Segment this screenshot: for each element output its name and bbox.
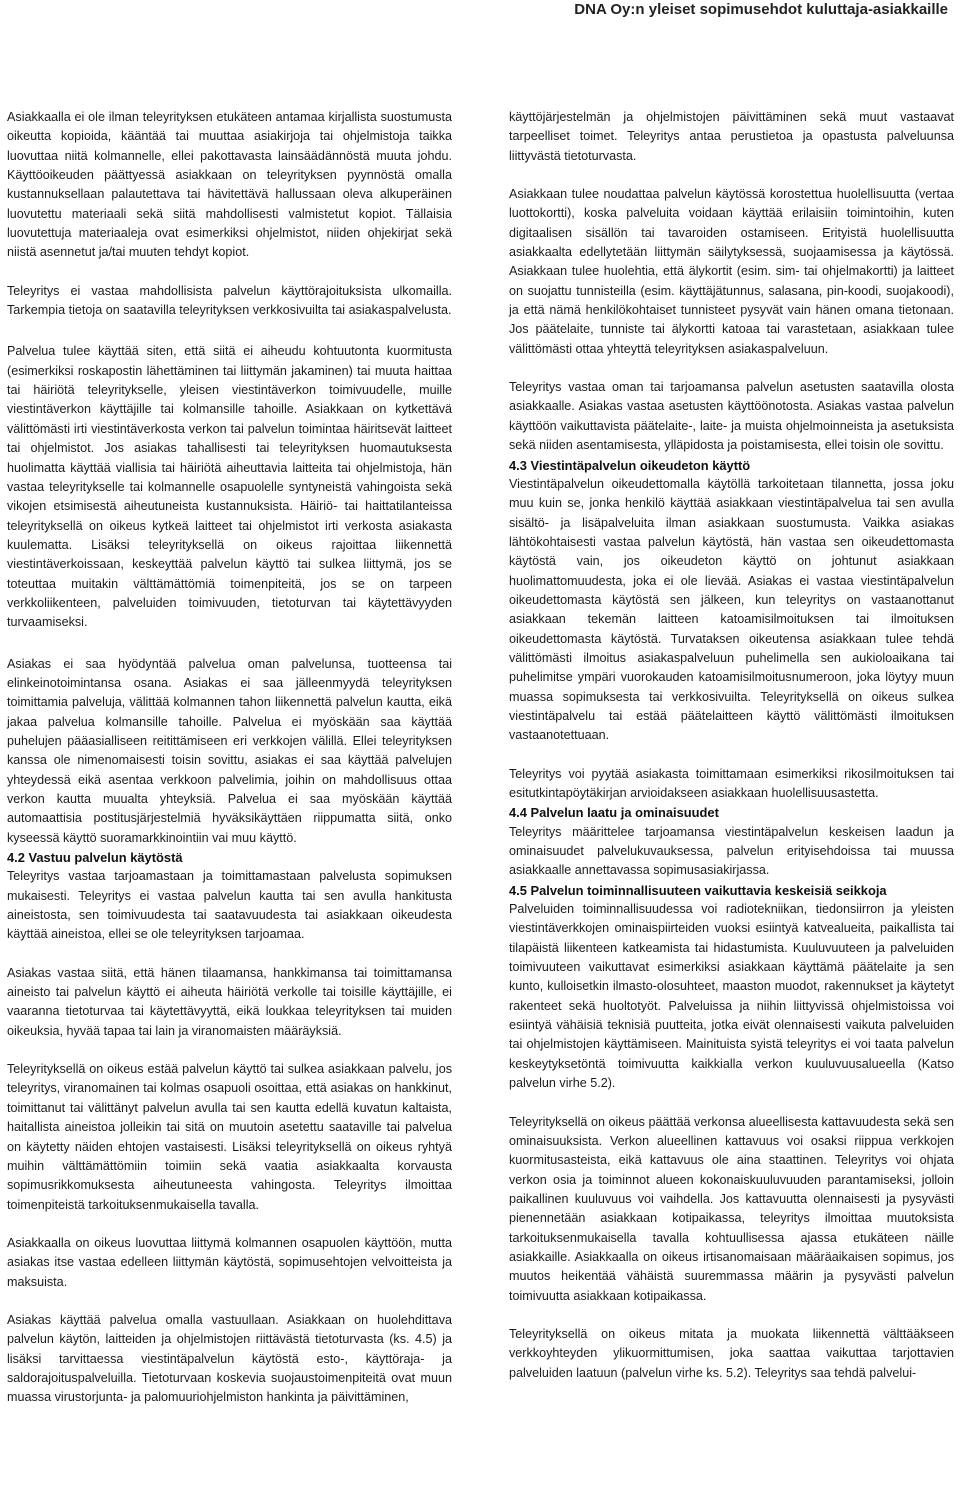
paragraph: käyttöjärjestelmän ja ohjelmistojen päivittäminen sekä muut vastaavat tarpeelliset toimet. Teleyritys antaa perustietoa ja opastusta palveluunsa liittyvästä tietoturvasta. bbox=[509, 110, 954, 163]
paragraph: Teleyritys voi pyytää asiakasta toimittamaan esimerkiksi rikosilmoituksen tai esitutkintapöytäkirjan arvioidakseen asiakkaan huolellisuusastetta. bbox=[509, 766, 954, 800]
paragraph: Teleyritys vastaa tarjoamastaan ja toimittamastaan palvelusta sopimuksen mukaisesti. Teleyritys ei vastaa palvelun kautta tai sen avulla hankitusta aineistosta, sen toimivuudesta tai saatavuudesta tai asiakkaan oikeudesta käyttää aineistoa, ellei se ole teleyrityksen tarjoamaa. bbox=[7, 869, 452, 942]
paragraph: Teleyrityksellä on oikeus päättää verkonsa alueellisesta kattavuudesta sekä sen ominaisuuksista. Verkon alueellinen kattavuus voi osaksi riippua verkkojen kuormitusasteista, eikä kattavuus ole aina staattinen. Teleyritys voi ohjata verkon osia ja toiminnot alueen kokonaiskuuluvuuden parantamiseksi, jolloin paikallinen kuuluvuus voi vaihdella. Jos kattavuutta olennaisesti ja pysyvästi pienennetään asiakkaan kotipaikassa, teleyritys ilmoittaa muutoksista tarkoituksenmukaisella tavalla kohtuullisessa ajassa etukäteen näille asiakkaille. Asiakkaalla on oikeus irtisanomaisaan määräaikaisen sopimus, jos muutos heikentää vähäistä suuremmassa määrin ja pysyvästi palvelun toimivuutta asiakkaan kotipaikassa. bbox=[509, 1114, 954, 1303]
page-header bbox=[0, 0, 960, 20]
paragraph: Teleyritys vastaa oman tai tarjoamansa palvelun asetusten saatavilla olosta asiakkaalle. Asiakas vastaa asetusten käyttöönotosta. Asiakas vastaa palvelun käyttöön vaikuttavista päätelaite-, laite- ja muista ohjelmoinneista ja asetuksista sekä niiden asentamisesta, ylläpidosta ja poistamisesta, ellei toisin ole sovittu. bbox=[509, 380, 954, 453]
paragraph: Palveluiden toiminnallisuudessa voi radiotekniikan, tiedonsiirron ja yleisten viestintäverkkojen ominaispiirteiden vuoksi esiintyä katvealueita, paikallista tai tilapäistä liikenteen katkeamista tai hidastumista. Kuuluvuuteen ja palveluiden toimivuuteen vaikuttavat esimerkiksi asiakkaan käyttämä päätelaite ja sen kunto, kulloisetkin ilmasto-olosuhteet, maaston muodot, rakennukset ja käytetyt rakenteet sekä huoltotyöt. Palveluissa ja niihin liittyvissä ohjelmistoissa voi esiintyä vähäisiä teknisiä puutteita, jotka eivät olennaisesti vaikuta palveluiden tai ohjelmistojen käyttämiseen. Mainituista syistä teleyritys ei voi taata palvelun keskeytyksetöntä toimivuutta kaikkialla verkon kuuluvuusalueella (Katso palvelun virhe 5.2). bbox=[509, 902, 954, 1091]
paragraph: Asiakkaalla on oikeus luovuttaa liittymä kolmannen osapuolen käyttöön, mutta asiakas itse vastaa edelleen liittymän käytöstä, sopimusehtojen velvoitteista ja maksuista. bbox=[7, 1235, 452, 1289]
paragraph: Viestintäpalvelun oikeudettomalla käytöllä tarkoitetaan tilannetta, jossa joku muu kuin se, jonka henkilö käyttää asiakkaan viestintäpalvelua tai sen avulla sisältö- ja lisäpalveluita ilman asiakkaan suostumusta. Vaikka asiakas lähtökohtaisesti vastaa palvelun käytöstä, hän vastaa sen oikeudettomasta käytöstä vain, jos oikeudeton käyttö on johtunut asiakkaan huolimattomuudesta, joka ei ole lievää. Asiakas ei vastaa viestintäpalvelun oikeudettomasta käytöstä sen jälkeen, kun teleyritys on vastaanottanut asiakkaan tekemän laitteen katoamisilmoituksen tai ilmoituksen oikeudettomasta käytöstä. Turvataksen oikeutensa asiakkaan tulee tehdä välittömästi ilmoitus asiakaspalveluun puhelimella sen aukioloaikana tai puhelimitse ympäri vuorokauden katoamisilmoitusnumeroon, joka löytyy muun muassa sopimuksesta tai verkkosivuilta. Teleyrityksellä on oikeus sulkea viestintäpalvelu tai estää päätelaitteen käyttö välittömästi ilmoituksen vastaanotettuaan. bbox=[509, 476, 954, 743]
section-heading: 4.4 Palvelun laatu ja ominaisuudet bbox=[509, 805, 719, 821]
paragraph: Asiakas ei saa hyödyntää palvelua oman palvelunsa, tuotteensa tai elinkeinotoimintansa osana. Asiakas ei saa jälleenmyydä teleyrityksen toimittamia palveluja, välittää kolmannen tahon liikennettä palvelun kautta, eikä jakaa palvelua kolmansille tahoille. Palvelua ei myöskään saa käyttää puhelujen pääasialliseen reitittämiseen eri verkkojen välillä. Ellei teleyrityksen kanssa ole nimenomaisesti toisin sovittu, asiakas ei saa käyttää palvelujen yhteydessä eikä asentaa verkkoon palvelimia, joihin on mahdollisuus ottaa verkon kautta muualta yhteyksiä. Palvelua ei saa myöskään käyttää automaattisia postitusjärjestelmiä hyväksikäyttäen riippumatta siitä, onko kyseessä käyttö suoramarkkinointiin vai muu käyttö. bbox=[7, 656, 452, 845]
paragraph: Asiakas käyttää palvelua omalla vastuullaan. Asiakkaan on huolehdittava palvelun käytön, laitteiden ja ohjelmistojen riittävästä tietoturvasta (ks. 4.5) ja lisäksi tarvittaessa viestintäpalvelun käytöstä esto-, käyttöraja- ja saldorajoituspalveluilla. Tietoturvaan koskevia suojaustoimenpiteitä ovat muun muassa virustorjunta- ja palomuuriohjelmiston hankinta ja päivittäminen, bbox=[7, 1312, 452, 1405]
paragraph: Asiakkaalla ei ole ilman teleyrityksen etukäteen antamaa kirjallista suostumusta oikeutta kopioida, kääntää tai muuttaa asiakirjoja tai ohjelmistoja taikka luovuttaa niitä kolmannelle, ellei pakottavasta lainsäädännöstä muuta johdu. Käyttöoikeuden päättyessä asiakkaan on teleyrityksen pyynnöstä omalla kustannuksellaan palautettava tai hävitettävä hallussaan oleva alkuperäinen luovutettu materiaali sekä siitä mahdollisesti valmistetut kopiot. Tällaisia luovutettuja materiaaleja ovat esimerkiksi ohjelmistot, niiden ohjekirjat sekä niistä asennetut ja/tai muuten tehdyt kopiot. bbox=[7, 110, 452, 260]
paragraph: Asiakkaan tulee noudattaa palvelun käytössä korostettua huolellisuutta (vertaa luottokortti), koska palveluita voidaan käyttää erilaisiin toimintoihin, kuten digitaalisen sisällön tai tavaroiden ostamiseen. Erityistä huolellisuutta asiakkaalta edellytetään liittymän säilytyksessä, suojaamisessa ja käytössä. Asiakkaan tulee huolehtia, että älykortit (esim. sim- tai ohjelmakortti) ja laitteet on suojattu tunnisteilla (esim. käyttäjätunnus, salasana, pin-koodi, suojakoodi), ja että nämä henkilökohtaiset tunnisteet pysyvät vain hänen omana tietonaan. Jos päätelaite, tunniste tai älykortti katoaa tai varastetaan, asiakkaan tulee välittömästi ottaa yhteyttä teleyrityksen asiakaspalveluun. bbox=[509, 187, 954, 356]
section-heading: 4.3 Viestintäpalvelun oikeudeton käyttö bbox=[509, 457, 751, 473]
paragraph: Teleyritys ei vastaa mahdollisista palvelun käyttörajoituksista ulkomailla. Tarkempia tietoja on saatavilla teleyrityksen verkkosivuilta tai asiakaspalvelusta. bbox=[7, 283, 452, 318]
paragraph: Teleyrityksellä on oikeus estää palvelun käyttö tai sulkea asiakkaan palvelu, jos teleyritys, viranomainen tai kolmas osapuoli osoittaa, että asiakas on hankkinut, toimittanut tai välittänyt palvelun avulla tai sen kautta edellä kuvatun kaltaista, haitallista aineistoa jolleikin tai sitä on muutoin asetettu saataville tai palvelua on käytetty näiden ehtojen vastaisesti. Lisäksi teleyrityksellä on oikeus ryhtyä muihin välttämättömiin toimiin sekä vaatia asiakkaalta korvausta sopimusrikkomuksesta aiheutuneesta vahingosta. Teleyritys ilmoittaa toimenpiteistä tarkoituksenmukaisella tavalla. bbox=[7, 1062, 452, 1212]
paragraph: Teleyrityksellä on oikeus mitata ja muokata liikennettä välttääkseen verkkoyhteyden ylikuormittumisen, joka saattaa vaikuttaa tarjottavien palveluiden laatuun (palvelun virhe ks. 5.2). Teleyritys saa tehdä palvelui- bbox=[509, 1326, 954, 1380]
right-column bbox=[509, 108, 954, 1383]
paragraph: Teleyritys määrittelee tarjoamansa viestintäpalvelun keskeisen laadun ja ominaisuudet palvelukuvauksessa, palvelun erityisehdoissa tai muussa asiakkaalle annettavassa sopimusasiakirjassa. bbox=[509, 824, 954, 878]
left-column bbox=[7, 108, 452, 1408]
document-title: DNA Oy:n yleiset sopimusehdot kuluttaja-asiakkaille bbox=[574, 1, 948, 18]
section-heading: 4.2 Vastuu palvelun käytöstä bbox=[7, 850, 183, 866]
paragraph: Palvelua tulee käyttää siten, että siitä ei aiheudu kohtuutonta kuormitusta (esimerkiksi roskapostin lähettäminen tai liittymän jakaminen) tai muuta haittaa tai häiriötä teleyritykselle, yleisen viestintäverkon toimivuudelle, muille viestintäverkon käyttäjille tai kolmansille tahoille. Asiakkaan on kytkettävä välittömästi irti viestintäverkosta verkon tai palvelun toimintaa häiritsevät laitteet tai ohjelmistot. Jos asiakas tahallisesti tai teleyrityksen huomautuksesta huolimatta käyttää viallisia tai häiriötä aiheuttavia laitteita tai ohjelmistoja, hän vastaa teleyritykselle tai kolmannelle osapuolelle syntyneistä vahingoista sekä vikojen etsimisestä aiheutuneista kustannuksista. Häiriö- tai haittatilanteissa teleyrityksellä on oikeus kytkeä laitteet tai ohjelmistot irti verkosta asiakasta kuulematta. Lisäksi teleyrityksellä on oikeus rajoittaa liikennettä viestintäverkoissaan, keskeyttää palvelun käyttö tai sulkea liittymä, jos se toteuttaa muitakin välttämättömiä toimenpiteitä, jos se on tarpeen verkkoliikenteen, palveluiden toimivuuden, tietoturvan tai käytettävyyden turvaamiseksi. bbox=[7, 344, 452, 630]
paragraph: Asiakas vastaa siitä, että hänen tilaamansa, hankkimansa tai toimittamansa aineisto tai palvelun käyttö ei aiheuta häiriötä verkolle tai toisille käyttäjille, ei vaaranna tietoturvaa tai käytettävyyttä, eikä loukkaa teleyrityksen tai muiden oikeuksia, hyvää tapaa tai lain ja viranomaisten määräyksiä. bbox=[7, 965, 452, 1038]
section-heading: 4.5 Palvelun toiminnallisuuteen vaikuttavia keskeisiä seikkoja bbox=[509, 882, 887, 898]
